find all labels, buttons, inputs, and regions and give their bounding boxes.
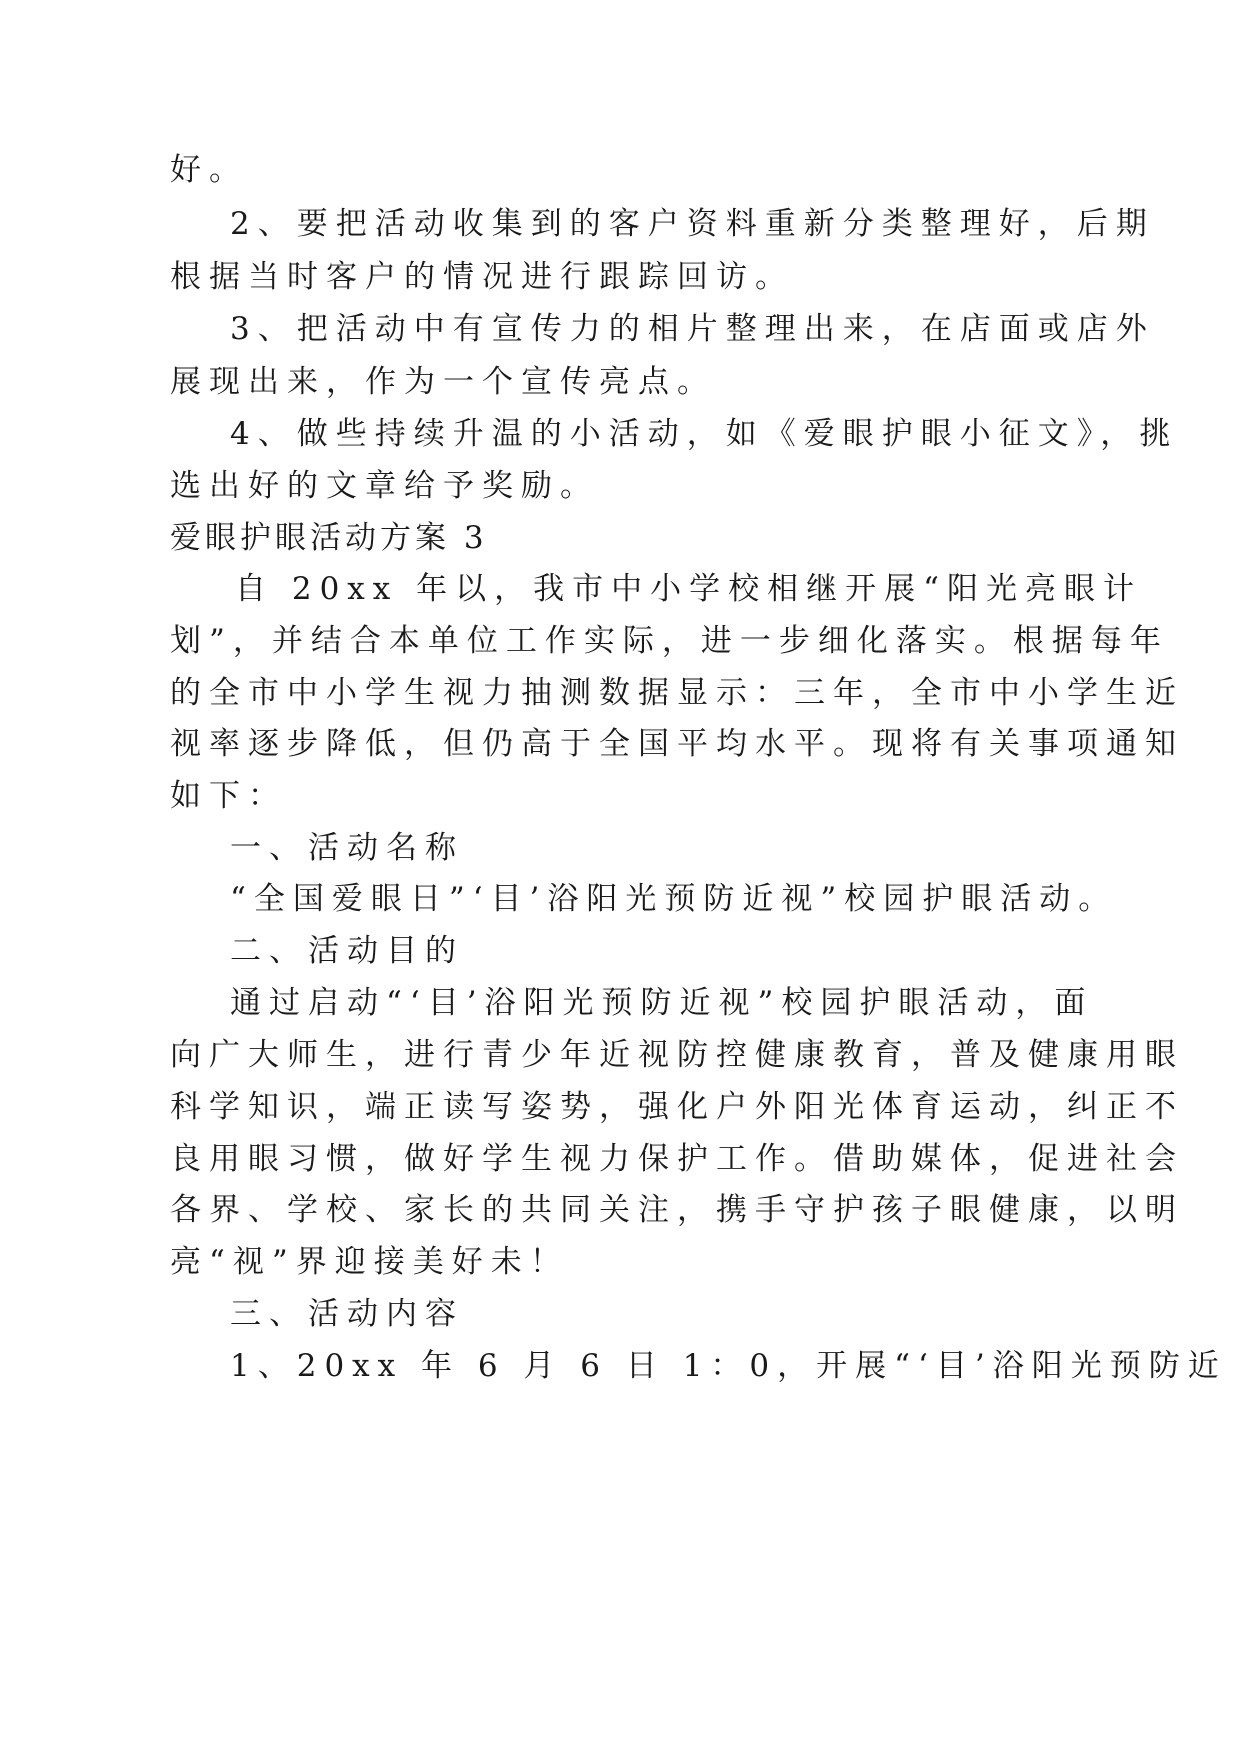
text-line: 展现出来，作为一个宣传亮点。 [170, 364, 716, 400]
text-line: “全国爱眼日”‘目’浴阳光预防近视”校园护眼活动。 [230, 881, 1118, 917]
section-heading: 三、活动内容 [230, 1296, 464, 1332]
text-line: 各界、学校、家长的共同关注，携手守护孩子眼健康，以明 [170, 1192, 1184, 1228]
text-line: 4、做些持续升温的小活动，如《爱眼护眼小征文》，挑 [230, 416, 1179, 452]
text-line: 的全市中小学生视力抽测数据显示：三年，全市中小学生近 [170, 675, 1184, 711]
text-line: 自 20xx 年以，我市中小学校相继开展“阳光亮眼计 [235, 571, 1142, 607]
text-line: 好。 [170, 152, 248, 188]
section-title: 爱眼护眼活动方案 3 [170, 520, 488, 556]
text-line: 视率逐步降低，但仍高于全国平均水平。现将有关事项通知 [170, 726, 1184, 762]
section-heading: 一、活动名称 [230, 830, 464, 866]
text-line: 如下： [170, 778, 287, 814]
text-line: 2、要把活动收集到的客户资料重新分类整理好，后期 [230, 206, 1155, 242]
text-line: 亮“视”界迎接美好未！ [170, 1244, 569, 1280]
section-heading: 二、活动目的 [230, 933, 464, 969]
text-line: 良用眼习惯，做好学生视力保护工作。借助媒体，促进社会 [170, 1141, 1184, 1177]
text-line: 科学知识，端正读写姿势，强化户外阳光体育运动，纠正不 [170, 1089, 1184, 1125]
text-line: 选出好的文章给予奖励。 [170, 468, 599, 504]
text-line: 通过启动“‘目’浴阳光预防近视”校园护眼活动，面 [230, 985, 1094, 1021]
text-line: 划”，并结合本单位工作实际，进一步细化落实。根据每年 [170, 623, 1169, 659]
text-line: 向广大师生，进行青少年近视防控健康教育，普及健康用眼 [170, 1037, 1184, 1073]
text-line: 3、把活动中有宣传力的相片整理出来，在店面或店外 [230, 311, 1155, 347]
text-line: 根据当时客户的情况进行跟踪回访。 [170, 259, 794, 295]
text-line: 1、20xx 年 6 月 6 日 1：0，开展“‘目’浴阳光预防近 [230, 1348, 1227, 1384]
